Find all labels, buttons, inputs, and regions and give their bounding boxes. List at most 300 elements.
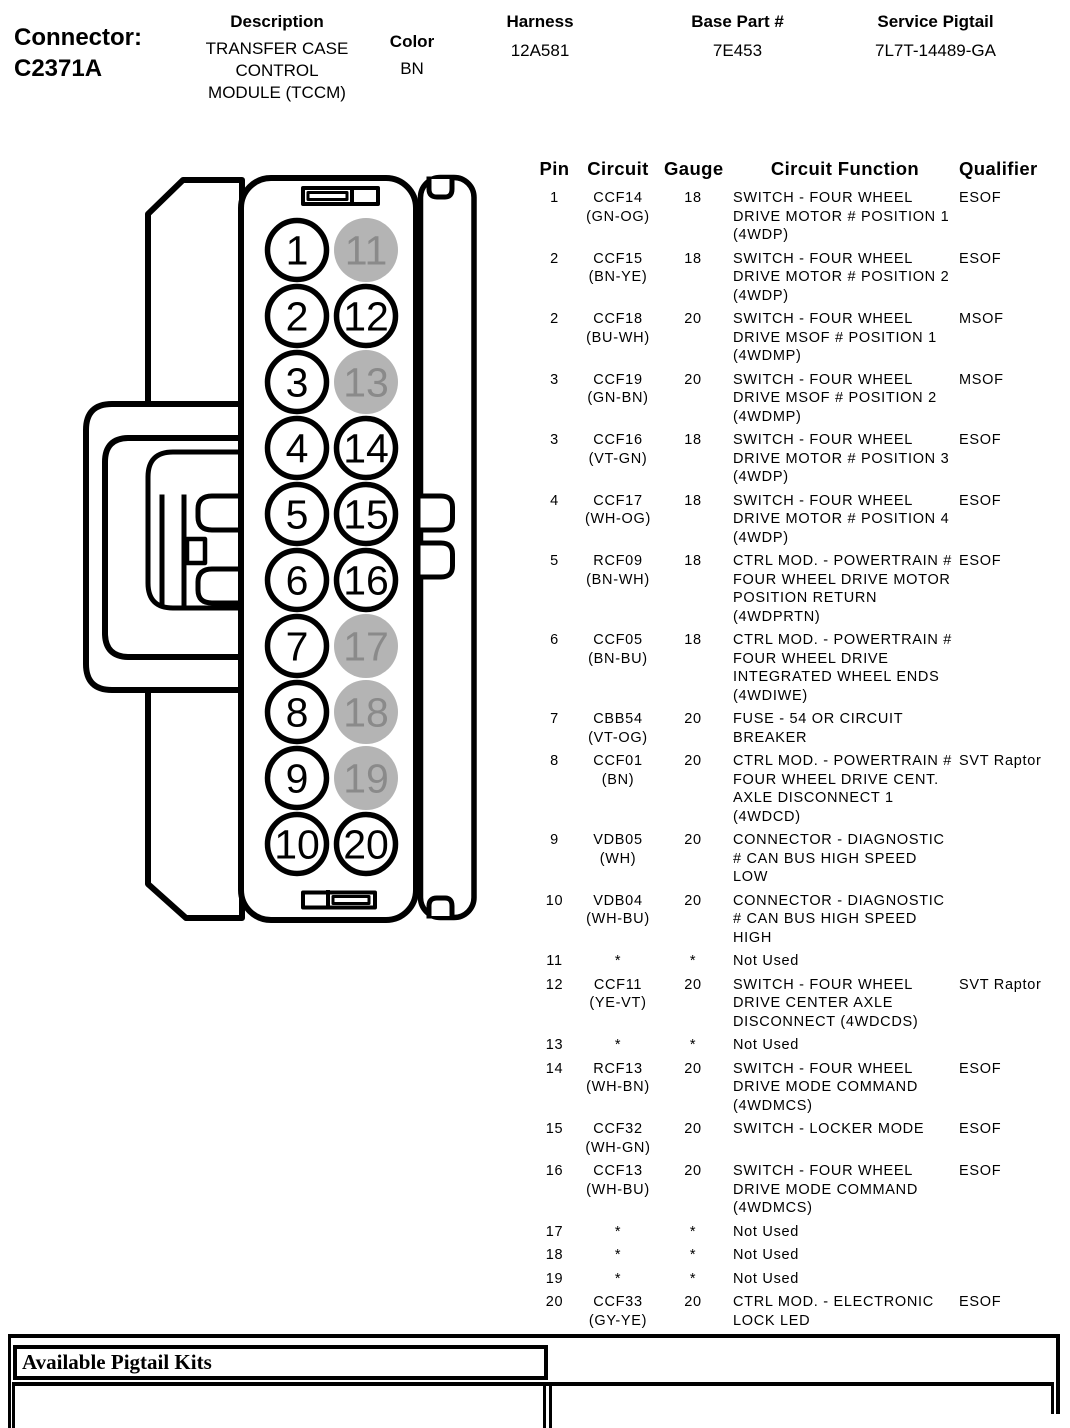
pigtail-kits-header-cell <box>13 1345 548 1380</box>
cell-circuit-function <box>733 310 957 366</box>
cell-pin: 9 <box>550 832 559 848</box>
function-line: (4WDMP) <box>733 408 802 425</box>
cell-qualifier: ESOF <box>959 1060 1002 1077</box>
circuit-id: CCF05 <box>593 632 643 648</box>
cell-gauge: 20 <box>684 976 702 993</box>
circuit-id: CCF16 <box>593 432 643 448</box>
function-line: DRIVE MOTOR # POSITION 2 <box>733 269 950 285</box>
cell-qualifier: ESOF <box>959 250 1002 267</box>
pin-number: 12 <box>343 293 389 340</box>
pin-number: 10 <box>274 821 320 868</box>
side-strip-hook-upper <box>421 496 453 530</box>
cell-qualifier: ESOF <box>959 1121 1002 1137</box>
function-line: SWITCH - FOUR WHEEL <box>733 371 914 388</box>
cell-circuit-function <box>733 831 957 887</box>
function-line: SWITCH - LOCKER MODE <box>733 1121 925 1137</box>
pin-circle <box>268 287 327 346</box>
circuit-color-code: (WH-BN) <box>586 1079 650 1095</box>
connector-id: C2371A <box>14 55 103 82</box>
function-line: SWITCH - FOUR WHEEL <box>733 1163 914 1179</box>
cell-circuit-function <box>733 250 957 306</box>
pigtail-kits-title: Available Pigtail Kits <box>22 1350 212 1374</box>
cell-gauge: 20 <box>684 371 702 388</box>
pigtail-row-divider-left <box>543 1382 546 1428</box>
cell-circuit <box>578 1270 658 1289</box>
cell-circuit <box>578 1293 658 1330</box>
function-line: (4WDP) <box>733 227 789 243</box>
pin-number: 13 <box>343 359 389 406</box>
function-line: DRIVE CENTER AXLE <box>733 995 894 1011</box>
cell-circuit-function <box>733 976 957 1032</box>
function-line: (4WDCD) <box>733 808 801 825</box>
cell-gauge: 18 <box>684 492 702 509</box>
circuit-color-code: (BN-YE) <box>588 269 648 285</box>
pin-table-row <box>535 1120 1067 1162</box>
header-circuit: Circuit <box>587 158 649 179</box>
pin-number: 4 <box>285 425 309 472</box>
function-line: # CAN BUS HIGH SPEED <box>733 911 918 927</box>
function-line: FOUR WHEEL DRIVE CENT. <box>733 771 939 788</box>
function-line: POSITION RETURN <box>733 590 878 606</box>
cell-gauge: 20 <box>684 1121 702 1137</box>
pin-circle <box>268 221 327 280</box>
circuit-color-code: (WH-GN) <box>585 1139 651 1156</box>
color-label: Color <box>389 32 435 51</box>
pin-circle <box>268 419 327 478</box>
pin-circle-shaded <box>334 350 398 414</box>
circuit-color-code: (WH-OG) <box>584 511 652 527</box>
pin-number: 3 <box>285 359 309 406</box>
function-line: FOUR WHEEL DRIVE <box>733 650 889 667</box>
circuit-id: CCF11 <box>593 976 643 993</box>
cell-pin: 18 <box>545 1247 564 1263</box>
function-line: (4WDMCS) <box>733 1097 813 1114</box>
circuit-id: CCF01 <box>593 753 643 769</box>
pin-table-row <box>535 371 1067 432</box>
function-line: (4WDP) <box>733 529 789 546</box>
function-line: Not Used <box>733 953 800 969</box>
cell-circuit-function <box>733 1036 957 1055</box>
cell-pin: 17 <box>545 1223 564 1240</box>
connector-label: Connector: <box>14 24 142 51</box>
header-function: Circuit Function <box>770 158 920 179</box>
pin-number: 15 <box>343 491 389 538</box>
circuit-color-code: (YE-VT) <box>589 995 647 1011</box>
function-line: Not Used <box>733 1223 800 1240</box>
function-line: (4WDMP) <box>733 348 802 364</box>
description-line-3: MODULE (TCCM) <box>208 83 346 102</box>
cell-circuit-function <box>733 892 957 948</box>
pin-number: 7 <box>285 623 309 670</box>
base-part-label: Base Part # <box>691 12 784 31</box>
cell-pin: 13 <box>545 1037 564 1053</box>
service-pigtail-column <box>843 12 1028 61</box>
cell-circuit <box>578 310 658 347</box>
cell-gauge: 20 <box>684 1163 702 1179</box>
key-slot-bottom-inner <box>333 897 369 904</box>
pin-table-row <box>535 976 1067 1037</box>
cell-qualifier: MSOF <box>959 311 1004 327</box>
cell-pin: 3 <box>550 432 559 448</box>
circuit-id: RCF09 <box>593 553 643 569</box>
function-line: FUSE - 54 OR CIRCUIT <box>733 711 904 727</box>
pin-number: 17 <box>343 623 389 670</box>
cell-gauge: 18 <box>684 190 702 206</box>
cell-pin: 15 <box>545 1121 564 1137</box>
cell-pin: 11 <box>546 953 563 969</box>
function-line: DRIVE MODE COMMAND <box>733 1181 918 1198</box>
cell-pin: 19 <box>545 1270 564 1287</box>
base-part-column <box>660 12 815 61</box>
cell-gauge: 18 <box>684 250 702 267</box>
pin-housing <box>241 178 416 920</box>
header-pin: Pin <box>539 158 570 179</box>
function-line: # CAN BUS HIGH SPEED <box>733 850 918 867</box>
function-line: (4WDMCS) <box>733 1200 813 1216</box>
function-line: DRIVE MSOF # POSITION 1 <box>733 329 937 346</box>
pin-circle <box>268 617 327 676</box>
circuit-id: CCF32 <box>593 1121 643 1137</box>
pigtail-row-right-line <box>1051 1382 1054 1414</box>
cell-circuit-function <box>733 189 957 245</box>
pin-number: 14 <box>343 425 389 472</box>
circuit-id: VDB05 <box>593 832 643 848</box>
circuit-id: CCF17 <box>593 492 643 509</box>
circuit-color-code: (GN-OG) <box>586 208 650 225</box>
function-line: Not Used <box>733 1037 800 1053</box>
function-line: SWITCH - FOUR WHEEL <box>733 1060 914 1077</box>
pin-circle <box>268 749 327 808</box>
cell-circuit <box>578 492 658 529</box>
cell-qualifier: SVT Raptor <box>959 753 1042 769</box>
function-line: SWITCH - FOUR WHEEL <box>733 190 914 206</box>
cell-circuit-function <box>733 492 957 548</box>
pin-table-row <box>535 1223 1067 1247</box>
cell-gauge: 18 <box>684 553 702 569</box>
cell-pin: 4 <box>550 492 559 509</box>
circuit-color-code: (GN-BN) <box>587 390 649 406</box>
pin-table-row <box>535 1036 1067 1060</box>
cell-circuit-function <box>733 552 957 626</box>
cell-circuit <box>578 1060 658 1097</box>
pin-number: 18 <box>343 689 389 736</box>
function-line: DRIVE MSOF # POSITION 2 <box>733 390 937 406</box>
circuit-id: VDB04 <box>593 892 643 909</box>
cell-pin: 1 <box>550 190 559 206</box>
cell-qualifier: ESOF <box>959 190 1002 206</box>
function-line: INTEGRATED WHEEL ENDS <box>733 669 940 685</box>
circuit-id: CCF33 <box>593 1294 643 1310</box>
cell-pin: 7 <box>550 711 559 727</box>
pigtail-box-left-line <box>8 1334 11 1428</box>
service-pigtail-value: 7L7T-14489-GA <box>875 41 996 60</box>
pin-number: 6 <box>285 557 309 604</box>
pin-circle <box>268 485 327 544</box>
service-pigtail-label: Service Pigtail <box>877 12 994 31</box>
function-line: DRIVE MODE COMMAND <box>733 1079 918 1095</box>
cell-gauge: * <box>689 1037 697 1053</box>
cell-gauge: 20 <box>684 1294 702 1310</box>
circuit-id: CCF13 <box>593 1163 643 1179</box>
pigtail-row-top-line <box>12 1382 1054 1386</box>
pin-number: 20 <box>343 821 389 868</box>
function-line: HIGH <box>733 929 773 946</box>
circuit-id: CCF19 <box>593 371 643 388</box>
cell-gauge: * <box>689 953 697 969</box>
pin-number: 8 <box>285 689 309 736</box>
function-line: AXLE DISCONNECT 1 <box>733 790 894 806</box>
header-gauge: Gauge <box>664 158 724 179</box>
cell-circuit-function <box>733 431 957 487</box>
pin-table-row <box>535 1060 1067 1121</box>
function-line: CTRL MOD. - POWERTRAIN # <box>733 753 953 769</box>
base-part-value: 7E453 <box>712 41 763 60</box>
latch-notch <box>187 539 205 563</box>
function-line: CONNECTOR - DIAGNOSTIC <box>733 832 945 848</box>
function-line: (4WDP) <box>733 287 789 304</box>
circuit-id: * <box>614 1247 622 1263</box>
key-slot-top-inner <box>308 193 347 200</box>
pin-table-row <box>535 189 1067 250</box>
harness-column <box>480 12 600 61</box>
function-line: BREAKER <box>733 729 808 746</box>
header-qualifier: Qualifier <box>959 158 1038 179</box>
pigtail-box-top-line <box>8 1334 1060 1338</box>
description-label: Description <box>230 12 324 31</box>
pin-circle <box>337 287 396 346</box>
pin-circle <box>268 353 327 412</box>
cell-pin: 10 <box>545 892 564 909</box>
connector-title <box>14 22 142 84</box>
circuit-color-code: (BN) <box>601 771 635 788</box>
cell-circuit-function <box>733 1162 957 1218</box>
description-column <box>167 12 387 104</box>
pin-number: 11 <box>344 227 388 274</box>
circuit-color-code: (BN-WH) <box>586 571 650 588</box>
pin-table-body <box>535 189 1067 1335</box>
cell-circuit-function <box>733 1223 957 1242</box>
pin-number: 9 <box>285 755 309 802</box>
description-line-1: TRANSFER CASE <box>205 39 349 58</box>
circuit-color-code: (BN-BU) <box>588 650 648 667</box>
function-line: SWITCH - FOUR WHEEL <box>733 976 914 993</box>
pin-table-row <box>535 1270 1067 1294</box>
side-strip-tab-top <box>429 179 452 197</box>
function-line: Not Used <box>733 1247 800 1263</box>
cell-qualifier: SVT Raptor <box>959 976 1042 993</box>
circuit-id: * <box>614 953 622 969</box>
function-line: LOCK LED <box>733 1312 811 1329</box>
cell-gauge: 20 <box>684 892 702 909</box>
cell-gauge: * <box>689 1223 697 1240</box>
pin-circle <box>268 815 327 874</box>
pin-table-row <box>535 631 1067 710</box>
cell-qualifier: ESOF <box>959 1163 1002 1179</box>
pin-circle <box>268 551 327 610</box>
cell-gauge: 18 <box>684 632 702 648</box>
function-line: CTRL MOD. - POWERTRAIN # <box>733 632 953 648</box>
circuit-color-code: (WH-BU) <box>586 1181 650 1198</box>
pin-circle-shaded <box>334 614 398 678</box>
pin-table-row <box>535 892 1067 953</box>
cell-circuit-function <box>733 631 957 705</box>
cell-pin: 2 <box>550 250 559 267</box>
cell-circuit <box>578 431 658 468</box>
cell-circuit-function <box>733 1293 957 1330</box>
pin-table-row <box>535 1293 1067 1335</box>
function-line: CONNECTOR - DIAGNOSTIC <box>733 892 945 909</box>
circuit-color-code: (WH-BU) <box>586 911 650 927</box>
pin-number: 1 <box>285 227 309 274</box>
cell-circuit <box>578 1223 658 1242</box>
pin-table-row <box>535 1246 1067 1270</box>
pin-table-row <box>535 310 1067 371</box>
cell-circuit-function <box>733 752 957 826</box>
cell-pin: 14 <box>545 1060 564 1077</box>
function-line: (4WDPRTN) <box>733 608 821 625</box>
pin-circle <box>337 485 396 544</box>
circuit-id: * <box>614 1037 622 1053</box>
pin-number: 19 <box>343 755 389 802</box>
cell-circuit-function <box>733 1060 957 1116</box>
cell-circuit <box>578 1036 658 1055</box>
cell-circuit <box>578 1246 658 1265</box>
cell-circuit <box>578 752 658 789</box>
cell-gauge: 20 <box>684 1060 702 1077</box>
circuit-id: CBB54 <box>593 711 643 727</box>
pin-number: 16 <box>343 557 389 604</box>
function-line: DISCONNECT (4WDCDS) <box>733 1013 919 1030</box>
pin-circle-shaded <box>334 680 398 744</box>
circuit-color-code: (VT-GN) <box>588 450 648 467</box>
pin-circle <box>337 551 396 610</box>
function-line: DRIVE MOTOR # POSITION 3 <box>733 450 950 467</box>
harness-label: Harness <box>506 12 574 31</box>
function-line: (4WDIWE) <box>733 687 808 704</box>
function-line: DRIVE MOTOR # POSITION 4 <box>733 511 950 527</box>
circuit-id: RCF13 <box>593 1060 643 1077</box>
cell-circuit <box>578 250 658 287</box>
cell-qualifier: ESOF <box>959 1294 1002 1310</box>
cell-circuit-function <box>733 1270 957 1289</box>
cell-pin: 12 <box>545 976 564 993</box>
function-line: Not Used <box>733 1270 800 1287</box>
pin-table-row <box>535 752 1067 831</box>
connector-diagram <box>70 163 488 931</box>
cell-pin: 2 <box>550 311 559 327</box>
circuit-color-code: (BU-WH) <box>586 329 650 346</box>
function-line: FOUR WHEEL DRIVE MOTOR <box>733 571 951 588</box>
function-line: SWITCH - FOUR WHEEL <box>733 492 914 509</box>
cell-circuit-function <box>733 952 957 971</box>
cell-qualifier: MSOF <box>959 371 1004 388</box>
cell-pin: 16 <box>545 1163 564 1179</box>
pin-table-row <box>535 431 1067 492</box>
pin-circle <box>268 683 327 742</box>
pin-circle-shaded <box>334 746 398 810</box>
cell-pin: 8 <box>550 753 559 769</box>
cell-qualifier: ESOF <box>959 553 1002 569</box>
function-line: CTRL MOD. - POWERTRAIN # <box>733 553 953 569</box>
function-line: (4WDP) <box>733 469 789 485</box>
circuit-id: CCF14 <box>593 190 643 206</box>
color-column <box>377 32 447 79</box>
cell-qualifier: ESOF <box>959 432 1002 448</box>
cell-circuit <box>578 892 658 929</box>
circuit-id: CCF15 <box>593 250 643 267</box>
pin-circle-shaded <box>334 218 398 282</box>
circuit-id: * <box>614 1270 622 1287</box>
cell-gauge: 20 <box>684 711 702 727</box>
function-line: SWITCH - FOUR WHEEL <box>733 311 914 327</box>
cell-circuit-function <box>733 1246 957 1265</box>
cell-gauge: 20 <box>684 832 702 848</box>
function-line: CTRL MOD. - ELECTRONIC <box>733 1294 934 1310</box>
pigtail-row-divider-right <box>549 1382 552 1428</box>
pin-circle <box>337 419 396 478</box>
cell-circuit <box>578 831 658 868</box>
pin-table-row <box>535 492 1067 553</box>
description-line-2: CONTROL <box>235 61 319 80</box>
harness-value: 12A581 <box>510 41 570 60</box>
pin-number: 2 <box>285 293 309 340</box>
pin-number: 5 <box>285 491 309 538</box>
pin-table-row <box>535 552 1067 631</box>
function-line: SWITCH - FOUR WHEEL <box>733 432 914 448</box>
cell-circuit <box>578 1120 658 1157</box>
cell-circuit <box>578 952 658 971</box>
cell-pin: 6 <box>550 632 559 648</box>
cell-pin: 5 <box>550 553 559 569</box>
cell-qualifier: ESOF <box>959 492 1002 509</box>
cell-circuit <box>578 371 658 408</box>
cell-circuit <box>578 189 658 226</box>
pin-table-row <box>535 952 1067 976</box>
function-line: DRIVE MOTOR # POSITION 1 <box>733 208 950 225</box>
function-line: LOW <box>733 869 769 885</box>
circuit-color-code: (WH) <box>599 850 637 867</box>
cell-gauge: 20 <box>684 753 702 769</box>
color-value: BN <box>400 59 424 78</box>
cell-circuit-function <box>733 710 957 747</box>
side-strip-hook-lower <box>421 543 453 577</box>
cell-circuit <box>578 631 658 668</box>
side-strip-tab-bottom <box>429 898 452 916</box>
pigtail-row-left-line <box>12 1382 15 1428</box>
pin-table <box>535 158 1067 1335</box>
pigtail-box-right-line <box>1056 1334 1060 1414</box>
cell-circuit-function <box>733 371 957 427</box>
pin-table-row <box>535 831 1067 892</box>
cell-pin: 20 <box>545 1294 564 1310</box>
pin-table-row <box>535 1162 1067 1223</box>
cell-circuit <box>578 552 658 589</box>
cell-circuit <box>578 710 658 747</box>
cell-pin: 3 <box>550 371 559 388</box>
function-line: SWITCH - FOUR WHEEL <box>733 250 914 267</box>
cell-circuit <box>578 1162 658 1199</box>
pin-circle <box>337 815 396 874</box>
pin-table-row <box>535 250 1067 311</box>
circuit-color-code: (GY-YE) <box>588 1312 648 1329</box>
cell-gauge: 20 <box>684 311 702 327</box>
circuit-id: * <box>614 1223 622 1240</box>
cell-gauge: * <box>689 1270 697 1287</box>
circuit-color-code: (VT-OG) <box>588 729 648 746</box>
pin-table-header <box>535 158 1067 180</box>
cell-gauge: 18 <box>684 432 702 448</box>
cell-circuit-function <box>733 1120 957 1139</box>
